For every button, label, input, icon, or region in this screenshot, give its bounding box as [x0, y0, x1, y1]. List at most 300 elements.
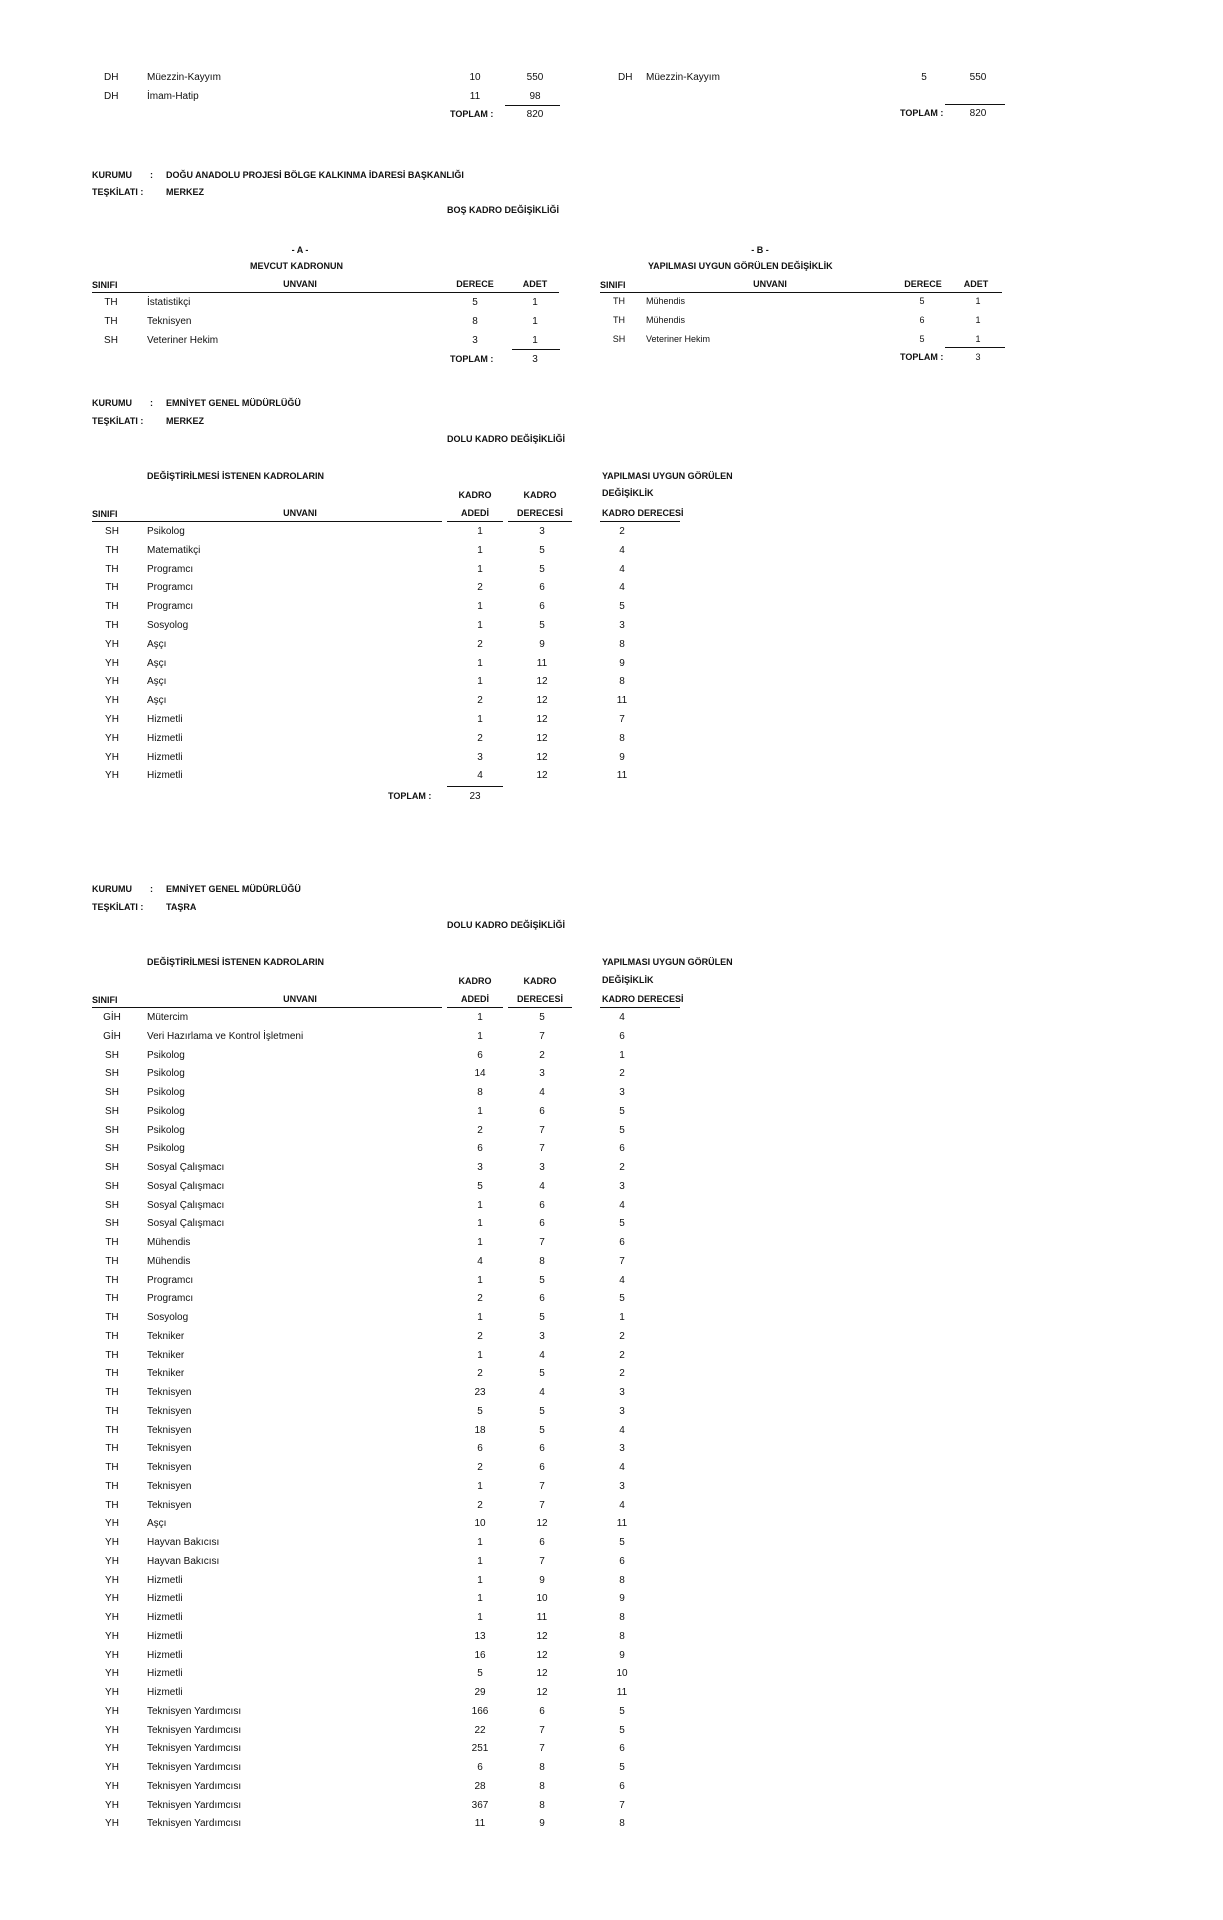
row-unvan: Teknisyen: [147, 1462, 192, 1473]
row-adet: 11: [474, 1818, 486, 1830]
row-derece: 3: [539, 526, 545, 537]
row-unvan: Sosyal Çalışmacı: [147, 1199, 225, 1211]
row-derece: 6: [539, 1105, 545, 1117]
row-derece: 7: [539, 1124, 545, 1136]
row-derece: 12: [536, 1630, 548, 1642]
row-adet: 1: [477, 676, 483, 688]
row-adet: 251: [471, 1743, 489, 1755]
h-right-3: KADRO DERECESİ: [602, 994, 684, 1004]
row-unvan: Hizmetli: [147, 1574, 183, 1586]
row-yeni-derece: 4: [619, 1274, 625, 1286]
row-adet: 2: [477, 1330, 483, 1342]
row-derece: 11: [536, 1612, 548, 1623]
table-row: [0, 1668, 1223, 1686]
row-adet: 18: [474, 1424, 486, 1436]
row-sinif: YH: [105, 1762, 119, 1773]
table-row: [0, 1575, 1223, 1593]
top-left-b-1: 550: [526, 72, 544, 83]
row-unvan: Aşçı: [147, 638, 167, 650]
row-derece: 12: [536, 751, 548, 763]
h-adedi: ADEDİ: [460, 994, 489, 1004]
table-row: [0, 545, 1223, 563]
table-row: [0, 1050, 1223, 1068]
table-row: [0, 1481, 1223, 1499]
row-adet: 6: [477, 1762, 483, 1773]
section-title: DOLU KADRO DEĞİŞİKLİĞİ: [447, 920, 566, 930]
row-yeni-derece: 5: [619, 601, 625, 613]
row-derece: 3: [539, 1068, 545, 1080]
row-yeni-derece: 9: [619, 1649, 625, 1661]
row-unvan: Matematikçi: [147, 544, 201, 556]
right-h-adet: ADET: [963, 279, 989, 289]
row-yeni-derece: 4: [619, 1199, 625, 1211]
row-unvan: Mühendis: [147, 1255, 191, 1267]
row-adet: 28: [474, 1780, 486, 1792]
row-yeni-derece: 3: [619, 1180, 625, 1192]
row-adet: 1: [477, 714, 483, 725]
row-sinif: TH: [105, 1424, 119, 1436]
right-row-unvan: Veteriner Hekim: [646, 334, 711, 344]
row-unvan: Teknisyen: [147, 1387, 192, 1398]
row-adet: 16: [474, 1649, 486, 1661]
row-unvan: Hizmetli: [147, 1649, 183, 1661]
total-line: [447, 786, 503, 787]
top-right-total-line: [945, 104, 1005, 105]
row-derece: 6: [539, 582, 545, 594]
row-adet: 1: [477, 1218, 483, 1230]
row-sinif: TH: [105, 1312, 119, 1323]
h-right-2: DEĞİŞİKLİK: [602, 488, 654, 498]
h-sinif: SINIFI: [92, 995, 118, 1005]
table-row: [0, 1012, 1223, 1030]
row-yeni-derece: 4: [619, 544, 625, 556]
row-yeni-derece: 11: [616, 1687, 628, 1698]
row-yeni-derece: 5: [619, 1105, 625, 1117]
kurumu-value: DOĞU ANADOLU PROJESİ BÖLGE KALKINMA İDARESİ BAŞKANLIĞI: [166, 170, 464, 180]
table-row: [0, 1687, 1223, 1705]
row-derece: 7: [539, 1480, 545, 1492]
row-yeni-derece: 11: [616, 770, 628, 782]
row-yeni-derece: 2: [619, 1068, 625, 1080]
row-derece: 9: [539, 1818, 545, 1830]
row-derece: 11: [536, 657, 548, 669]
row-sinif: YH: [105, 1743, 119, 1755]
row-unvan: Programcı: [147, 1293, 194, 1305]
top-right-total-label: TOPLAM :: [900, 108, 944, 118]
row-adet: 2: [477, 1124, 483, 1136]
row-sinif: TH: [105, 544, 119, 556]
row-derece: 7: [539, 1555, 545, 1567]
row-sinif: YH: [105, 1687, 119, 1698]
row-yeni-derece: 5: [619, 1762, 625, 1773]
row-sinif: YH: [105, 1780, 119, 1792]
row-unvan: Sosyal Çalışmacı: [147, 1218, 225, 1230]
table-row: [0, 564, 1223, 582]
row-derece: 4: [539, 1087, 545, 1098]
row-derece: 6: [539, 1705, 545, 1717]
header-line-derecesi: [508, 521, 572, 522]
row-unvan: Teknisyen Yardımcısı: [147, 1818, 242, 1830]
header-line-derecesi: [508, 1007, 572, 1008]
row-adet: 4: [477, 1255, 483, 1267]
top-left-sinif-1: DH: [104, 72, 119, 83]
row-sinif: YH: [105, 1612, 119, 1623]
right-row-derece: 5: [919, 334, 925, 344]
left-row-adet: 1: [532, 335, 538, 346]
table-row: [0, 714, 1223, 732]
row-derece: 6: [539, 1199, 545, 1211]
row-adet: 1: [477, 544, 483, 556]
table-row: [0, 1068, 1223, 1086]
row-derece: 2: [539, 1049, 545, 1061]
row-derece: 12: [536, 714, 548, 725]
row-derece: 4: [539, 1387, 545, 1398]
table-row: [0, 1406, 1223, 1424]
section-title: BOŞ KADRO DEĞİŞİKLİĞİ: [447, 205, 560, 215]
row-yeni-derece: 3: [619, 1480, 625, 1492]
top-left-total-line: [505, 105, 560, 106]
row-unvan: Tekniker: [147, 1368, 185, 1380]
row-unvan: Psikolog: [147, 1124, 185, 1136]
row-unvan: Hayvan Bakıcısı: [147, 1555, 220, 1567]
right-h-unvan: UNVANI: [753, 279, 787, 289]
h-right-1: YAPILMASI UYGUN GÖRÜLEN: [602, 957, 733, 967]
row-sinif: SH: [105, 1199, 119, 1211]
top-left-unvan-1: Müezzin-Kayyım: [147, 72, 221, 83]
left-row-adet: 1: [532, 316, 538, 327]
table-row: [0, 1443, 1223, 1461]
row-sinif: TH: [105, 1293, 119, 1305]
row-sinif: YH: [105, 1555, 119, 1567]
row-adet: 1: [477, 1199, 483, 1211]
row-unvan: Programcı: [147, 582, 194, 594]
table-row: [0, 620, 1223, 638]
row-unvan: Sosyolog: [147, 1312, 189, 1323]
row-derece: 6: [539, 1462, 545, 1473]
row-adet: 1: [477, 1274, 483, 1286]
row-derece: 7: [539, 1143, 545, 1155]
right-row-unvan: Mühendis: [646, 315, 686, 325]
top-left-a-2: 11: [469, 91, 481, 102]
teskilati-label: TEŞKİLATI :: [92, 187, 144, 197]
row-adet: 6: [477, 1443, 483, 1455]
top-right-unvan: Müezzin-Kayyım: [646, 72, 720, 83]
row-adet: 6: [477, 1143, 483, 1155]
right-row-sinif: TH: [613, 315, 625, 325]
h-unvan: UNVANI: [283, 994, 317, 1004]
row-yeni-derece: 8: [619, 1574, 625, 1586]
h-right-1: YAPILMASI UYGUN GÖRÜLEN: [602, 471, 733, 481]
row-derece: 7: [539, 1237, 545, 1248]
left-row-unvan: Teknisyen: [147, 316, 192, 327]
row-sinif: TH: [105, 563, 119, 575]
row-yeni-derece: 6: [619, 1743, 625, 1755]
row-yeni-derece: 6: [619, 1237, 625, 1248]
kurumu-label: KURUMU: [92, 398, 132, 408]
table-row: [0, 1631, 1223, 1649]
row-unvan: Teknisyen: [147, 1499, 192, 1511]
row-yeni-derece: 5: [619, 1705, 625, 1717]
row-sinif: YH: [105, 1537, 119, 1548]
table-row: [0, 1387, 1223, 1405]
kurumu-label: KURUMU: [92, 884, 132, 894]
row-yeni-derece: 2: [619, 1162, 625, 1173]
row-sinif: YH: [105, 1724, 119, 1736]
row-sinif: TH: [105, 582, 119, 594]
h-adedi: ADEDİ: [460, 508, 489, 518]
top-right-total: 820: [969, 108, 987, 119]
row-derece: 5: [539, 1368, 545, 1380]
row-unvan: Hizmetli: [147, 714, 183, 725]
left-row-sinif: TH: [104, 297, 118, 308]
table-row: [0, 1612, 1223, 1630]
row-sinif: GİH: [103, 1012, 121, 1023]
right-h-sinif: SINIFI: [600, 280, 626, 290]
row-adet: 2: [477, 695, 483, 707]
right-total: 3: [975, 352, 981, 362]
row-adet: 1: [477, 1593, 483, 1605]
table-row: [0, 1556, 1223, 1574]
row-adet: 1: [477, 1480, 483, 1492]
row-yeni-derece: 4: [619, 1462, 625, 1473]
left-h-sinif: SINIFI: [92, 280, 118, 290]
row-derece: 10: [536, 1593, 548, 1605]
row-derece: 12: [536, 695, 548, 707]
row-adet: 1: [477, 1555, 483, 1567]
table-row: [0, 639, 1223, 657]
table-row: [0, 1031, 1223, 1049]
row-derece: 6: [539, 1443, 545, 1455]
header-line-unvan: [92, 521, 442, 522]
table-row: [0, 676, 1223, 694]
row-sinif: SH: [105, 1105, 119, 1117]
header-line-adedi: [447, 1007, 503, 1008]
table-row: [0, 1518, 1223, 1536]
left-row-adet: 1: [532, 297, 538, 308]
row-derece: 9: [539, 638, 545, 650]
row-yeni-derece: 7: [619, 1255, 625, 1267]
table-row: [0, 1200, 1223, 1218]
table-row: [0, 1087, 1223, 1105]
right-total-label: TOPLAM :: [900, 352, 944, 362]
row-unvan: Programcı: [147, 563, 194, 575]
row-sinif: YH: [105, 770, 119, 782]
row-sinif: TH: [105, 1274, 119, 1286]
table-row: [0, 1500, 1223, 1518]
row-derece: 12: [536, 1518, 548, 1530]
row-adet: 1: [477, 1574, 483, 1586]
kurumu-label: KURUMU: [92, 170, 132, 180]
row-sinif: SH: [105, 1087, 119, 1098]
row-adet: 1: [477, 1030, 483, 1042]
right-row-adet: 1: [975, 334, 981, 344]
row-yeni-derece: 2: [619, 1368, 625, 1380]
header-line-unvan: [92, 1007, 442, 1008]
h-derecesi: DERECESİ: [516, 508, 563, 518]
row-adet: 2: [477, 1499, 483, 1511]
row-adet: 4: [477, 770, 483, 782]
top-right-sinif: DH: [618, 72, 633, 83]
row-adet: 1: [477, 1349, 483, 1361]
right-row-sinif: TH: [613, 296, 625, 306]
teskilati-label: TEŞKİLATI :: [92, 902, 144, 912]
table-row: [0, 695, 1223, 713]
row-adet: 1: [477, 1012, 483, 1023]
row-unvan: Teknisyen Yardımcısı: [147, 1799, 242, 1811]
row-yeni-derece: 2: [619, 1349, 625, 1361]
row-sinif: SH: [105, 1124, 119, 1136]
top-right-a: 5: [921, 72, 927, 83]
row-unvan: Aşçı: [147, 1518, 167, 1530]
row-unvan: Programcı: [147, 1274, 194, 1286]
row-derece: 5: [539, 563, 545, 575]
total-label: TOPLAM :: [388, 791, 432, 802]
row-sinif: YH: [105, 657, 119, 669]
row-unvan: Mühendis: [147, 1237, 191, 1248]
row-unvan: Sosyolog: [147, 620, 189, 631]
row-sinif: TH: [105, 1330, 119, 1342]
row-yeni-derece: 3: [619, 1443, 625, 1455]
row-unvan: Teknisyen Yardımcısı: [147, 1705, 242, 1717]
row-adet: 1: [477, 526, 483, 537]
row-derece: 8: [539, 1762, 545, 1773]
row-adet: 2: [477, 732, 483, 744]
table-row: [0, 1181, 1223, 1199]
right-row-sinif: SH: [612, 334, 626, 344]
row-unvan: Veri Hazırlama ve Kontrol İşletmeni: [147, 1030, 304, 1042]
row-derece: 6: [539, 1293, 545, 1305]
header-line-adedi: [447, 521, 503, 522]
left-total: 3: [532, 354, 538, 365]
table-row: [0, 526, 1223, 544]
top-left-b-2: 98: [529, 91, 541, 102]
h-right-3: KADRO DERECESİ: [602, 508, 684, 518]
right-header-line: [600, 292, 1002, 293]
top-left-sinif-2: DH: [104, 91, 119, 102]
row-derece: 12: [536, 770, 548, 782]
left-row-sinif: SH: [104, 335, 118, 346]
table-row: [0, 1312, 1223, 1330]
row-derece: 12: [536, 732, 548, 744]
row-derece: 8: [539, 1799, 545, 1811]
row-unvan: Aşçı: [147, 695, 167, 707]
table-row: [0, 1725, 1223, 1743]
table-row: [0, 752, 1223, 770]
top-left-unvan-2: İmam-Hatip: [147, 91, 199, 102]
row-yeni-derece: 1: [619, 1049, 625, 1061]
teskilati-value: MERKEZ: [166, 187, 204, 197]
h-kadro-2: KADRO: [523, 976, 557, 986]
row-derece: 6: [539, 1537, 545, 1548]
row-derece: 8: [539, 1255, 545, 1267]
row-adet: 3: [477, 751, 483, 763]
right-row-derece: 6: [919, 315, 925, 325]
row-unvan: Psikolog: [147, 526, 185, 537]
right-total-line: [945, 347, 1005, 348]
row-derece: 5: [539, 1012, 545, 1023]
table-row: [0, 1218, 1223, 1236]
top-right-b: 550: [969, 72, 987, 83]
row-sinif: YH: [105, 714, 119, 725]
row-adet: 2: [477, 1368, 483, 1380]
h-unvan: UNVANI: [283, 508, 317, 518]
row-adet: 5: [477, 1180, 483, 1192]
row-sinif: YH: [105, 1593, 119, 1605]
table-row: [0, 582, 1223, 600]
row-yeni-derece: 8: [619, 676, 625, 688]
table-row: [0, 1237, 1223, 1255]
row-unvan: Teknisyen: [147, 1443, 192, 1455]
row-derece: 5: [539, 1274, 545, 1286]
table-row: [0, 1800, 1223, 1818]
row-adet: 1: [477, 620, 483, 631]
table-row: [0, 1706, 1223, 1724]
total-value: 23: [469, 791, 481, 803]
row-derece: 12: [536, 1649, 548, 1661]
row-derece: 12: [536, 1668, 548, 1680]
row-sinif: TH: [105, 1349, 119, 1361]
right-row-adet: 1: [975, 315, 981, 325]
row-adet: 367: [471, 1799, 489, 1811]
row-derece: 5: [539, 1424, 545, 1436]
row-unvan: Aşçı: [147, 657, 167, 669]
row-sinif: TH: [105, 1462, 119, 1473]
row-yeni-derece: 8: [619, 1612, 625, 1623]
header-line-right: [600, 1007, 680, 1008]
row-unvan: Psikolog: [147, 1143, 185, 1155]
row-derece: 6: [539, 1218, 545, 1230]
row-adet: 13: [474, 1630, 486, 1642]
row-yeni-derece: 9: [619, 751, 625, 763]
table-row: [0, 1743, 1223, 1761]
row-sinif: SH: [105, 1049, 119, 1061]
table-row: [0, 601, 1223, 619]
table-row: [0, 1462, 1223, 1480]
row-adet: 14: [474, 1068, 486, 1080]
row-sinif: TH: [105, 1405, 119, 1417]
row-yeni-derece: 2: [619, 526, 625, 537]
row-adet: 1: [477, 601, 483, 613]
row-unvan: Hizmetli: [147, 770, 183, 782]
row-sinif: YH: [105, 1630, 119, 1642]
row-sinif: YH: [105, 638, 119, 650]
row-derece: 5: [539, 1312, 545, 1323]
row-yeni-derece: 4: [619, 1012, 625, 1023]
row-sinif: TH: [105, 620, 119, 631]
row-sinif: YH: [105, 676, 119, 688]
row-yeni-derece: 5: [619, 1293, 625, 1305]
h-kadro-1: KADRO: [458, 490, 492, 500]
row-sinif: SH: [105, 1180, 119, 1192]
a-mark: - A -: [291, 245, 309, 255]
table-row: [0, 1162, 1223, 1180]
row-derece: 6: [539, 601, 545, 613]
row-sinif: TH: [105, 1368, 119, 1380]
row-derece: 9: [539, 1574, 545, 1586]
left-row-derece: 5: [472, 297, 478, 308]
row-sinif: TH: [105, 1255, 119, 1267]
row-derece: 7: [539, 1724, 545, 1736]
right-row-derece: 5: [919, 296, 925, 306]
table-row: [0, 1368, 1223, 1386]
row-unvan: Mütercim: [147, 1012, 189, 1023]
h-sinif: SINIFI: [92, 509, 118, 519]
row-derece: 7: [539, 1030, 545, 1042]
row-adet: 1: [477, 563, 483, 575]
b-mark: - B -: [751, 245, 769, 255]
table-row: [0, 658, 1223, 676]
row-yeni-derece: 1: [619, 1312, 625, 1323]
